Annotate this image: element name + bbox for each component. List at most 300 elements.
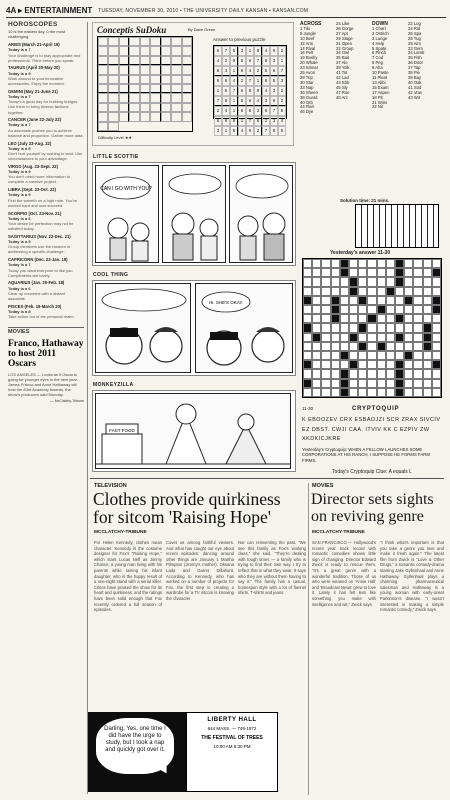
crossword-cell[interactable] xyxy=(358,305,367,314)
crossword-cell[interactable] xyxy=(303,342,312,351)
crossword-cell[interactable] xyxy=(377,351,386,360)
crossword-cell[interactable] xyxy=(340,369,349,378)
crossword-cell[interactable] xyxy=(358,296,367,305)
crossword-cell[interactable] xyxy=(321,360,330,369)
crossword-cell[interactable] xyxy=(349,287,358,296)
crossword-cell[interactable] xyxy=(413,360,422,369)
sudoku-cell[interactable] xyxy=(108,112,118,121)
crossword-cell[interactable] xyxy=(340,305,349,314)
crossword-cell[interactable] xyxy=(340,268,349,277)
crossword-cell[interactable] xyxy=(413,323,422,332)
sudoku-cell[interactable] xyxy=(150,103,160,112)
crossword-cell[interactable] xyxy=(432,296,441,305)
crossword-cell[interactable] xyxy=(367,333,376,342)
crossword-cell[interactable] xyxy=(386,379,395,388)
crossword-cell[interactable] xyxy=(358,259,367,268)
crossword-cell[interactable] xyxy=(395,360,404,369)
crossword-cell[interactable] xyxy=(386,268,395,277)
sudoku-cell[interactable] xyxy=(108,93,118,102)
crossword-cell[interactable] xyxy=(303,277,312,286)
crossword-cell[interactable] xyxy=(395,259,404,268)
crossword-cell[interactable] xyxy=(340,342,349,351)
crossword-cell[interactable] xyxy=(331,388,340,397)
crossword-cell[interactable] xyxy=(358,277,367,286)
crossword-cell[interactable] xyxy=(395,314,404,323)
crossword-cell[interactable] xyxy=(413,268,422,277)
crossword-cell[interactable] xyxy=(432,388,441,397)
crossword-cell[interactable] xyxy=(423,314,432,323)
crossword-cell[interactable] xyxy=(367,259,376,268)
crossword-cell[interactable] xyxy=(386,277,395,286)
crossword-cell[interactable] xyxy=(321,342,330,351)
sudoku-cell[interactable] xyxy=(98,93,108,102)
crossword-cell[interactable] xyxy=(404,351,413,360)
sudoku-cell[interactable] xyxy=(150,65,160,74)
crossword-cell[interactable] xyxy=(321,323,330,332)
sudoku-cell[interactable] xyxy=(171,65,181,74)
crossword-cell[interactable] xyxy=(423,268,432,277)
sudoku-cell[interactable] xyxy=(182,65,192,74)
crossword-cell[interactable] xyxy=(377,287,386,296)
crossword-cell[interactable] xyxy=(331,277,340,286)
crossword-cell[interactable] xyxy=(395,333,404,342)
crossword-cell[interactable] xyxy=(377,360,386,369)
crossword-cell[interactable] xyxy=(432,379,441,388)
crossword-cell[interactable] xyxy=(312,268,321,277)
sudoku-cell[interactable] xyxy=(171,46,181,55)
sudoku-cell[interactable] xyxy=(108,37,118,46)
sudoku-cell[interactable] xyxy=(98,46,108,55)
crossword-cell[interactable] xyxy=(367,277,376,286)
crossword-cell[interactable] xyxy=(413,351,422,360)
crossword-cell[interactable] xyxy=(395,323,404,332)
crossword-cell[interactable] xyxy=(331,268,340,277)
crossword-cell[interactable] xyxy=(358,342,367,351)
crossword-grid[interactable] xyxy=(302,258,442,398)
crossword-cell[interactable] xyxy=(432,342,441,351)
liberty-hall-ad[interactable] xyxy=(186,712,278,792)
crossword-cell[interactable] xyxy=(423,351,432,360)
crossword-cell[interactable] xyxy=(395,277,404,286)
sudoku-cell[interactable] xyxy=(129,56,139,65)
crossword-cell[interactable] xyxy=(340,323,349,332)
crossword-cell[interactable] xyxy=(340,360,349,369)
crossword-cell[interactable] xyxy=(340,333,349,342)
sudoku-cell[interactable] xyxy=(129,93,139,102)
crossword-cell[interactable] xyxy=(331,296,340,305)
sudoku-cell[interactable] xyxy=(182,112,192,121)
crossword-cell[interactable] xyxy=(432,277,441,286)
crossword-cell[interactable] xyxy=(386,314,395,323)
crossword-cell[interactable] xyxy=(349,268,358,277)
crossword-cell[interactable] xyxy=(303,314,312,323)
crossword-cell[interactable] xyxy=(303,369,312,378)
crossword-cell[interactable] xyxy=(367,323,376,332)
sudoku-cell[interactable] xyxy=(140,93,150,102)
crossword-cell[interactable] xyxy=(312,287,321,296)
sudoku-cell[interactable] xyxy=(119,84,129,93)
crossword-cell[interactable] xyxy=(358,323,367,332)
sudoku-cell[interactable] xyxy=(171,93,181,102)
sudoku-cell[interactable] xyxy=(150,75,160,84)
crossword-cell[interactable] xyxy=(321,259,330,268)
crossword-cell[interactable] xyxy=(377,296,386,305)
crossword-cell[interactable] xyxy=(349,369,358,378)
sudoku-cell[interactable] xyxy=(150,112,160,121)
crossword-cell[interactable] xyxy=(358,351,367,360)
crossword-cell[interactable] xyxy=(386,360,395,369)
sudoku-cell[interactable] xyxy=(140,65,150,74)
sudoku-cell[interactable] xyxy=(108,84,118,93)
crossword-cell[interactable] xyxy=(303,333,312,342)
crossword-cell[interactable] xyxy=(340,388,349,397)
crossword-cell[interactable] xyxy=(331,287,340,296)
sudoku-cell[interactable] xyxy=(119,65,129,74)
sudoku-cell[interactable] xyxy=(171,75,181,84)
sudoku-cell[interactable] xyxy=(161,84,171,93)
sudoku-cell[interactable] xyxy=(161,46,171,55)
sudoku-cell[interactable] xyxy=(98,37,108,46)
crossword-cell[interactable] xyxy=(432,360,441,369)
sudoku-cell[interactable] xyxy=(161,93,171,102)
crossword-cell[interactable] xyxy=(404,360,413,369)
crossword-cell[interactable] xyxy=(386,323,395,332)
crossword-cell[interactable] xyxy=(321,305,330,314)
crossword-cell[interactable] xyxy=(303,296,312,305)
crossword-cell[interactable] xyxy=(331,369,340,378)
crossword-cell[interactable] xyxy=(367,287,376,296)
crossword-cell[interactable] xyxy=(349,277,358,286)
crossword-cell[interactable] xyxy=(413,314,422,323)
crossword-cell[interactable] xyxy=(312,388,321,397)
crossword-cell[interactable] xyxy=(367,268,376,277)
crossword-cell[interactable] xyxy=(367,305,376,314)
sudoku-cell[interactable] xyxy=(98,122,108,131)
crossword-cell[interactable] xyxy=(331,305,340,314)
crossword-cell[interactable] xyxy=(395,287,404,296)
crossword-cell[interactable] xyxy=(349,314,358,323)
sudoku-cell[interactable] xyxy=(119,103,129,112)
crossword-cell[interactable] xyxy=(303,305,312,314)
sudoku-cell[interactable] xyxy=(161,56,171,65)
sudoku-cell[interactable] xyxy=(119,75,129,84)
sudoku-cell[interactable] xyxy=(108,103,118,112)
crossword-cell[interactable] xyxy=(367,360,376,369)
crossword-cell[interactable] xyxy=(413,277,422,286)
sudoku-cell[interactable] xyxy=(108,46,118,55)
sudoku-grid[interactable] xyxy=(97,36,193,132)
crossword-cell[interactable] xyxy=(312,379,321,388)
crossword-cell[interactable] xyxy=(340,259,349,268)
crossword-cell[interactable] xyxy=(423,305,432,314)
sudoku-cell[interactable] xyxy=(161,112,171,121)
crossword-cell[interactable] xyxy=(432,323,441,332)
crossword-cell[interactable] xyxy=(312,296,321,305)
sudoku-cell[interactable] xyxy=(140,75,150,84)
crossword-cell[interactable] xyxy=(432,305,441,314)
crossword-cell[interactable] xyxy=(367,296,376,305)
crossword-cell[interactable] xyxy=(386,351,395,360)
crossword-cell[interactable] xyxy=(423,333,432,342)
crossword-cell[interactable] xyxy=(395,296,404,305)
crossword-cell[interactable] xyxy=(386,333,395,342)
sudoku-cell[interactable] xyxy=(161,37,171,46)
crossword-cell[interactable] xyxy=(340,351,349,360)
sudoku-cell[interactable] xyxy=(98,103,108,112)
sudoku-cell[interactable] xyxy=(140,112,150,121)
crossword-cell[interactable] xyxy=(349,333,358,342)
sudoku-cell[interactable] xyxy=(171,37,181,46)
crossword-cell[interactable] xyxy=(404,314,413,323)
crossword-cell[interactable] xyxy=(423,342,432,351)
crossword-cell[interactable] xyxy=(349,388,358,397)
crossword-cell[interactable] xyxy=(321,296,330,305)
sudoku-cell[interactable] xyxy=(129,84,139,93)
sudoku-cell[interactable] xyxy=(171,103,181,112)
sudoku-cell[interactable] xyxy=(171,112,181,121)
sudoku-cell[interactable] xyxy=(98,84,108,93)
crossword-cell[interactable] xyxy=(349,379,358,388)
sudoku-cell[interactable] xyxy=(140,56,150,65)
crossword-cell[interactable] xyxy=(404,379,413,388)
crossword-cell[interactable] xyxy=(358,369,367,378)
crossword-cell[interactable] xyxy=(395,268,404,277)
sudoku-cell[interactable] xyxy=(161,65,171,74)
sudoku-cell[interactable] xyxy=(108,56,118,65)
sudoku-cell[interactable] xyxy=(150,93,160,102)
crossword-cell[interactable] xyxy=(321,268,330,277)
crossword-cell[interactable] xyxy=(413,287,422,296)
crossword-cell[interactable] xyxy=(331,360,340,369)
crossword-cell[interactable] xyxy=(349,323,358,332)
crossword-cell[interactable] xyxy=(386,287,395,296)
sudoku-cell[interactable] xyxy=(108,75,118,84)
sudoku-cell[interactable] xyxy=(119,46,129,55)
crossword-cell[interactable] xyxy=(340,314,349,323)
sudoku-cell[interactable] xyxy=(129,37,139,46)
sudoku-cell[interactable] xyxy=(150,56,160,65)
crossword-cell[interactable] xyxy=(349,259,358,268)
crossword-cell[interactable] xyxy=(404,388,413,397)
crossword-cell[interactable] xyxy=(404,305,413,314)
crossword-cell[interactable] xyxy=(303,268,312,277)
crossword-cell[interactable] xyxy=(321,333,330,342)
crossword-cell[interactable] xyxy=(321,379,330,388)
crossword-cell[interactable] xyxy=(423,379,432,388)
crossword-cell[interactable] xyxy=(423,277,432,286)
crossword-cell[interactable] xyxy=(358,388,367,397)
crossword-cell[interactable] xyxy=(386,369,395,378)
sudoku-cell[interactable] xyxy=(129,46,139,55)
crossword-cell[interactable] xyxy=(358,287,367,296)
television-headline[interactable]: Clothes provide quirkiness for sitcom 'Raising Hope' xyxy=(93,489,281,527)
crossword-cell[interactable] xyxy=(404,369,413,378)
crossword-cell[interactable] xyxy=(321,314,330,323)
crossword-cell[interactable] xyxy=(321,277,330,286)
crossword-cell[interactable] xyxy=(358,360,367,369)
crossword-cell[interactable] xyxy=(377,259,386,268)
crossword-cell[interactable] xyxy=(349,296,358,305)
crossword-cell[interactable] xyxy=(340,277,349,286)
crossword-cell[interactable] xyxy=(312,277,321,286)
sudoku-cell[interactable] xyxy=(161,103,171,112)
crossword-cell[interactable] xyxy=(413,369,422,378)
crossword-cell[interactable] xyxy=(377,333,386,342)
crossword-cell[interactable] xyxy=(312,323,321,332)
crossword-cell[interactable] xyxy=(432,287,441,296)
crossword-cell[interactable] xyxy=(303,379,312,388)
crossword-cell[interactable] xyxy=(432,268,441,277)
crossword-cell[interactable] xyxy=(377,314,386,323)
crossword-cell[interactable] xyxy=(386,259,395,268)
crossword-cell[interactable] xyxy=(404,296,413,305)
sudoku-cell[interactable] xyxy=(171,84,181,93)
crossword-cell[interactable] xyxy=(331,333,340,342)
crossword-cell[interactable] xyxy=(358,379,367,388)
sudoku-cell[interactable] xyxy=(98,56,108,65)
sudoku-cell[interactable] xyxy=(150,37,160,46)
crossword-cell[interactable] xyxy=(395,305,404,314)
crossword-cell[interactable] xyxy=(377,342,386,351)
sudoku-cell[interactable] xyxy=(182,93,192,102)
sudoku-cell[interactable] xyxy=(150,46,160,55)
sudoku-cell[interactable] xyxy=(140,84,150,93)
crossword-cell[interactable] xyxy=(377,323,386,332)
crossword-cell[interactable] xyxy=(404,277,413,286)
crossword-cell[interactable] xyxy=(312,333,321,342)
crossword-cell[interactable] xyxy=(395,379,404,388)
crossword-cell[interactable] xyxy=(404,259,413,268)
crossword-cell[interactable] xyxy=(303,323,312,332)
crossword-cell[interactable] xyxy=(312,342,321,351)
crossword-cell[interactable] xyxy=(303,287,312,296)
crossword-cell[interactable] xyxy=(395,388,404,397)
sudoku-cell[interactable] xyxy=(161,75,171,84)
sudoku-cell[interactable] xyxy=(119,37,129,46)
crossword-cell[interactable] xyxy=(331,351,340,360)
crossword-cell[interactable] xyxy=(404,287,413,296)
crossword-cell[interactable] xyxy=(423,287,432,296)
movies-headline[interactable]: Director sets sights on reviving genre xyxy=(311,491,434,525)
sudoku-cell[interactable] xyxy=(119,112,129,121)
crossword-cell[interactable] xyxy=(386,305,395,314)
crossword-cell[interactable] xyxy=(432,369,441,378)
sudoku-cell[interactable] xyxy=(129,75,139,84)
crossword-cell[interactable] xyxy=(367,369,376,378)
sudoku-cell[interactable] xyxy=(182,103,192,112)
crossword-cell[interactable] xyxy=(377,305,386,314)
crossword-cell[interactable] xyxy=(395,351,404,360)
crossword-cell[interactable] xyxy=(423,323,432,332)
crossword-cell[interactable] xyxy=(312,314,321,323)
sudoku-cell[interactable] xyxy=(140,37,150,46)
crossword-cell[interactable] xyxy=(321,351,330,360)
crossword-cell[interactable] xyxy=(321,369,330,378)
sudoku-cell[interactable] xyxy=(129,103,139,112)
crossword-cell[interactable] xyxy=(349,351,358,360)
sudoku-cell[interactable] xyxy=(108,65,118,74)
sudoku-cell[interactable] xyxy=(98,75,108,84)
crossword-cell[interactable] xyxy=(312,360,321,369)
sudoku-cell[interactable] xyxy=(129,112,139,121)
crossword-cell[interactable] xyxy=(349,360,358,369)
crossword-cell[interactable] xyxy=(404,268,413,277)
sudoku-cell[interactable] xyxy=(98,65,108,74)
crossword-cell[interactable] xyxy=(331,259,340,268)
crossword-cell[interactable] xyxy=(413,333,422,342)
crossword-cell[interactable] xyxy=(303,259,312,268)
crossword-cell[interactable] xyxy=(423,259,432,268)
sudoku-cell[interactable] xyxy=(140,103,150,112)
crossword-cell[interactable] xyxy=(349,305,358,314)
crossword-cell[interactable] xyxy=(358,333,367,342)
crossword-cell[interactable] xyxy=(413,259,422,268)
sudoku-cell[interactable] xyxy=(182,56,192,65)
crossword-cell[interactable] xyxy=(386,342,395,351)
crossword-cell[interactable] xyxy=(367,388,376,397)
crossword-cell[interactable] xyxy=(404,342,413,351)
crossword-cell[interactable] xyxy=(367,314,376,323)
crossword-cell[interactable] xyxy=(312,259,321,268)
sudoku-cell[interactable] xyxy=(182,75,192,84)
sudoku-cell[interactable] xyxy=(129,65,139,74)
crossword-cell[interactable] xyxy=(423,388,432,397)
crossword-cell[interactable] xyxy=(331,379,340,388)
crossword-cell[interactable] xyxy=(432,259,441,268)
sudoku-cell[interactable] xyxy=(98,112,108,121)
crossword-cell[interactable] xyxy=(303,388,312,397)
crossword-cell[interactable] xyxy=(377,379,386,388)
crossword-cell[interactable] xyxy=(386,388,395,397)
crossword-cell[interactable] xyxy=(432,333,441,342)
crossword-cell[interactable] xyxy=(312,369,321,378)
crossword-cell[interactable] xyxy=(321,287,330,296)
sudoku-cell[interactable] xyxy=(150,84,160,93)
crossword-cell[interactable] xyxy=(377,277,386,286)
crossword-cell[interactable] xyxy=(413,379,422,388)
crossword-cell[interactable] xyxy=(303,351,312,360)
franco-headline[interactable]: Franco, Hathaway to host 2011 Oscars xyxy=(8,338,84,369)
crossword-cell[interactable] xyxy=(413,388,422,397)
crossword-cell[interactable] xyxy=(331,323,340,332)
crossword-cell[interactable] xyxy=(312,305,321,314)
crossword-cell[interactable] xyxy=(367,342,376,351)
crossword-cell[interactable] xyxy=(413,342,422,351)
sudoku-cell[interactable] xyxy=(140,46,150,55)
crossword-cell[interactable] xyxy=(423,296,432,305)
crossword-cell[interactable] xyxy=(413,296,422,305)
crossword-cell[interactable] xyxy=(404,333,413,342)
crossword-cell[interactable] xyxy=(395,342,404,351)
crossword-cell[interactable] xyxy=(349,342,358,351)
crossword-cell[interactable] xyxy=(432,314,441,323)
sudoku-cell[interactable] xyxy=(119,56,129,65)
crossword-cell[interactable] xyxy=(303,360,312,369)
crossword-cell[interactable] xyxy=(312,351,321,360)
crossword-cell[interactable] xyxy=(377,388,386,397)
sudoku-cell[interactable] xyxy=(119,93,129,102)
sudoku-cell[interactable] xyxy=(182,37,192,46)
crossword-cell[interactable] xyxy=(331,342,340,351)
sudoku-cell[interactable] xyxy=(182,46,192,55)
crossword-cell[interactable] xyxy=(386,296,395,305)
crossword-cell[interactable] xyxy=(340,296,349,305)
crossword-cell[interactable] xyxy=(413,305,422,314)
crossword-cell[interactable] xyxy=(340,379,349,388)
sudoku-cell[interactable] xyxy=(171,56,181,65)
crossword-cell[interactable] xyxy=(367,351,376,360)
crossword-cell[interactable] xyxy=(377,369,386,378)
